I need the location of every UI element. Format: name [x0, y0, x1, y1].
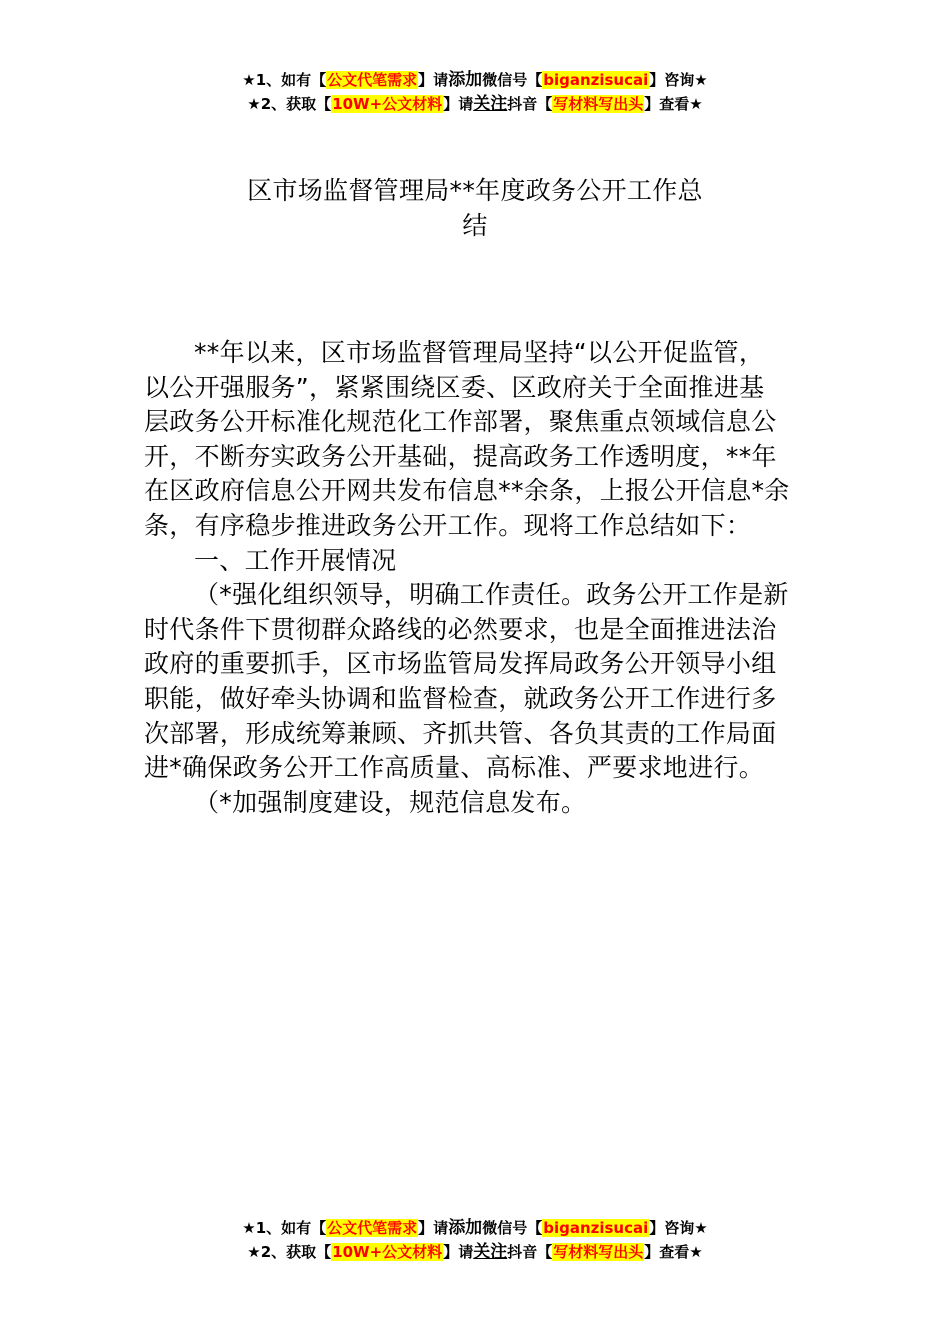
body-line: 在区政府信息公开网共发布信息**余条，上报公开信息*余	[144, 476, 790, 506]
banner-line-1	[0, 68, 950, 92]
banner-text: 】请	[443, 1243, 474, 1261]
highlight-douyin-account: 写材料写出头	[553, 95, 644, 113]
banner-text: 微信号【	[482, 71, 543, 89]
body-line: 层政务公开标准化规范化工作部署，聚焦重点领域信息公	[144, 407, 777, 437]
body-line: （*加强制度建设，规范信息发布。	[194, 787, 587, 817]
banner-text: 】请	[418, 71, 449, 89]
banner-text: ★2、获取【	[247, 1243, 332, 1261]
banner-text: 微信号【	[482, 1219, 543, 1237]
highlight-service: 公文代笔需求	[327, 71, 418, 89]
body-line: **年以来，区市场监督管理局坚持“以公开促监管，	[194, 338, 765, 367]
banner-line-1	[0, 1216, 950, 1240]
body-line: 时代条件下贯彻群众路线的必然要求，也是全面推进法治	[144, 614, 777, 644]
banner-text: 】请	[443, 95, 474, 113]
highlight-wechat-id: biganzisucai	[543, 1219, 649, 1237]
banner-text: ★1、如有【	[242, 71, 327, 89]
banner-text: 】查看★	[644, 1243, 703, 1261]
title-line-1: 区市场监督管理局**年度政务公开工作总	[247, 176, 703, 205]
banner-text: 抖音【	[507, 1243, 553, 1261]
body-line: 次部署，形成统筹兼顾、齐抓共管、各负其责的工作局面	[144, 718, 777, 748]
banner-emphasis: 添加	[448, 1218, 483, 1238]
body-line: （*强化组织领导，明确工作责任。政务公开工作是新	[194, 580, 789, 610]
body-line: 进*确保政务公开工作高质量、高标准、严要求地进行。	[144, 753, 765, 783]
banner-emphasis: 关注	[473, 1242, 508, 1262]
body-line: 开，不断夯实政务公开基础，提高政务工作透明度，**年	[144, 441, 777, 471]
banner-line-2	[0, 92, 950, 116]
banner-emphasis: 添加	[448, 70, 483, 90]
document-body	[144, 336, 812, 820]
body-line: 以公开强服务”，紧紧围绕区委、区政府关于全面推进基	[144, 372, 765, 402]
banner-text: 】查看★	[644, 95, 703, 113]
document-title	[140, 174, 810, 243]
banner-text: 】咨询★	[649, 1219, 708, 1237]
banner-text: 】请	[418, 1219, 449, 1237]
header-banner	[0, 68, 950, 116]
body-line: 职能，做好牵头协调和监督检查，就政务公开工作进行多	[144, 683, 777, 713]
highlight-wechat-id: biganzisucai	[543, 71, 649, 89]
body-line: 条，有序稳步推进政务公开工作。现将工作总结如下：	[144, 510, 752, 540]
banner-emphasis: 关注	[473, 94, 508, 114]
title-line-2: 结	[462, 210, 488, 240]
banner-text: 抖音【	[507, 95, 553, 113]
banner-line-2	[0, 1240, 950, 1264]
footer-banner	[0, 1216, 950, 1264]
highlight-materials: 10W+公文材料	[332, 95, 443, 113]
banner-text: ★1、如有【	[242, 1219, 327, 1237]
banner-text: ★2、获取【	[247, 95, 332, 113]
section-heading: 一、工作开展情况	[194, 545, 397, 575]
highlight-service: 公文代笔需求	[327, 1219, 418, 1237]
banner-text: 】咨询★	[649, 71, 708, 89]
highlight-materials: 10W+公文材料	[332, 1243, 443, 1261]
body-line: 政府的重要抓手，区市场监管局发挥局政务公开领导小组	[144, 649, 777, 679]
highlight-douyin-account: 写材料写出头	[553, 1243, 644, 1261]
